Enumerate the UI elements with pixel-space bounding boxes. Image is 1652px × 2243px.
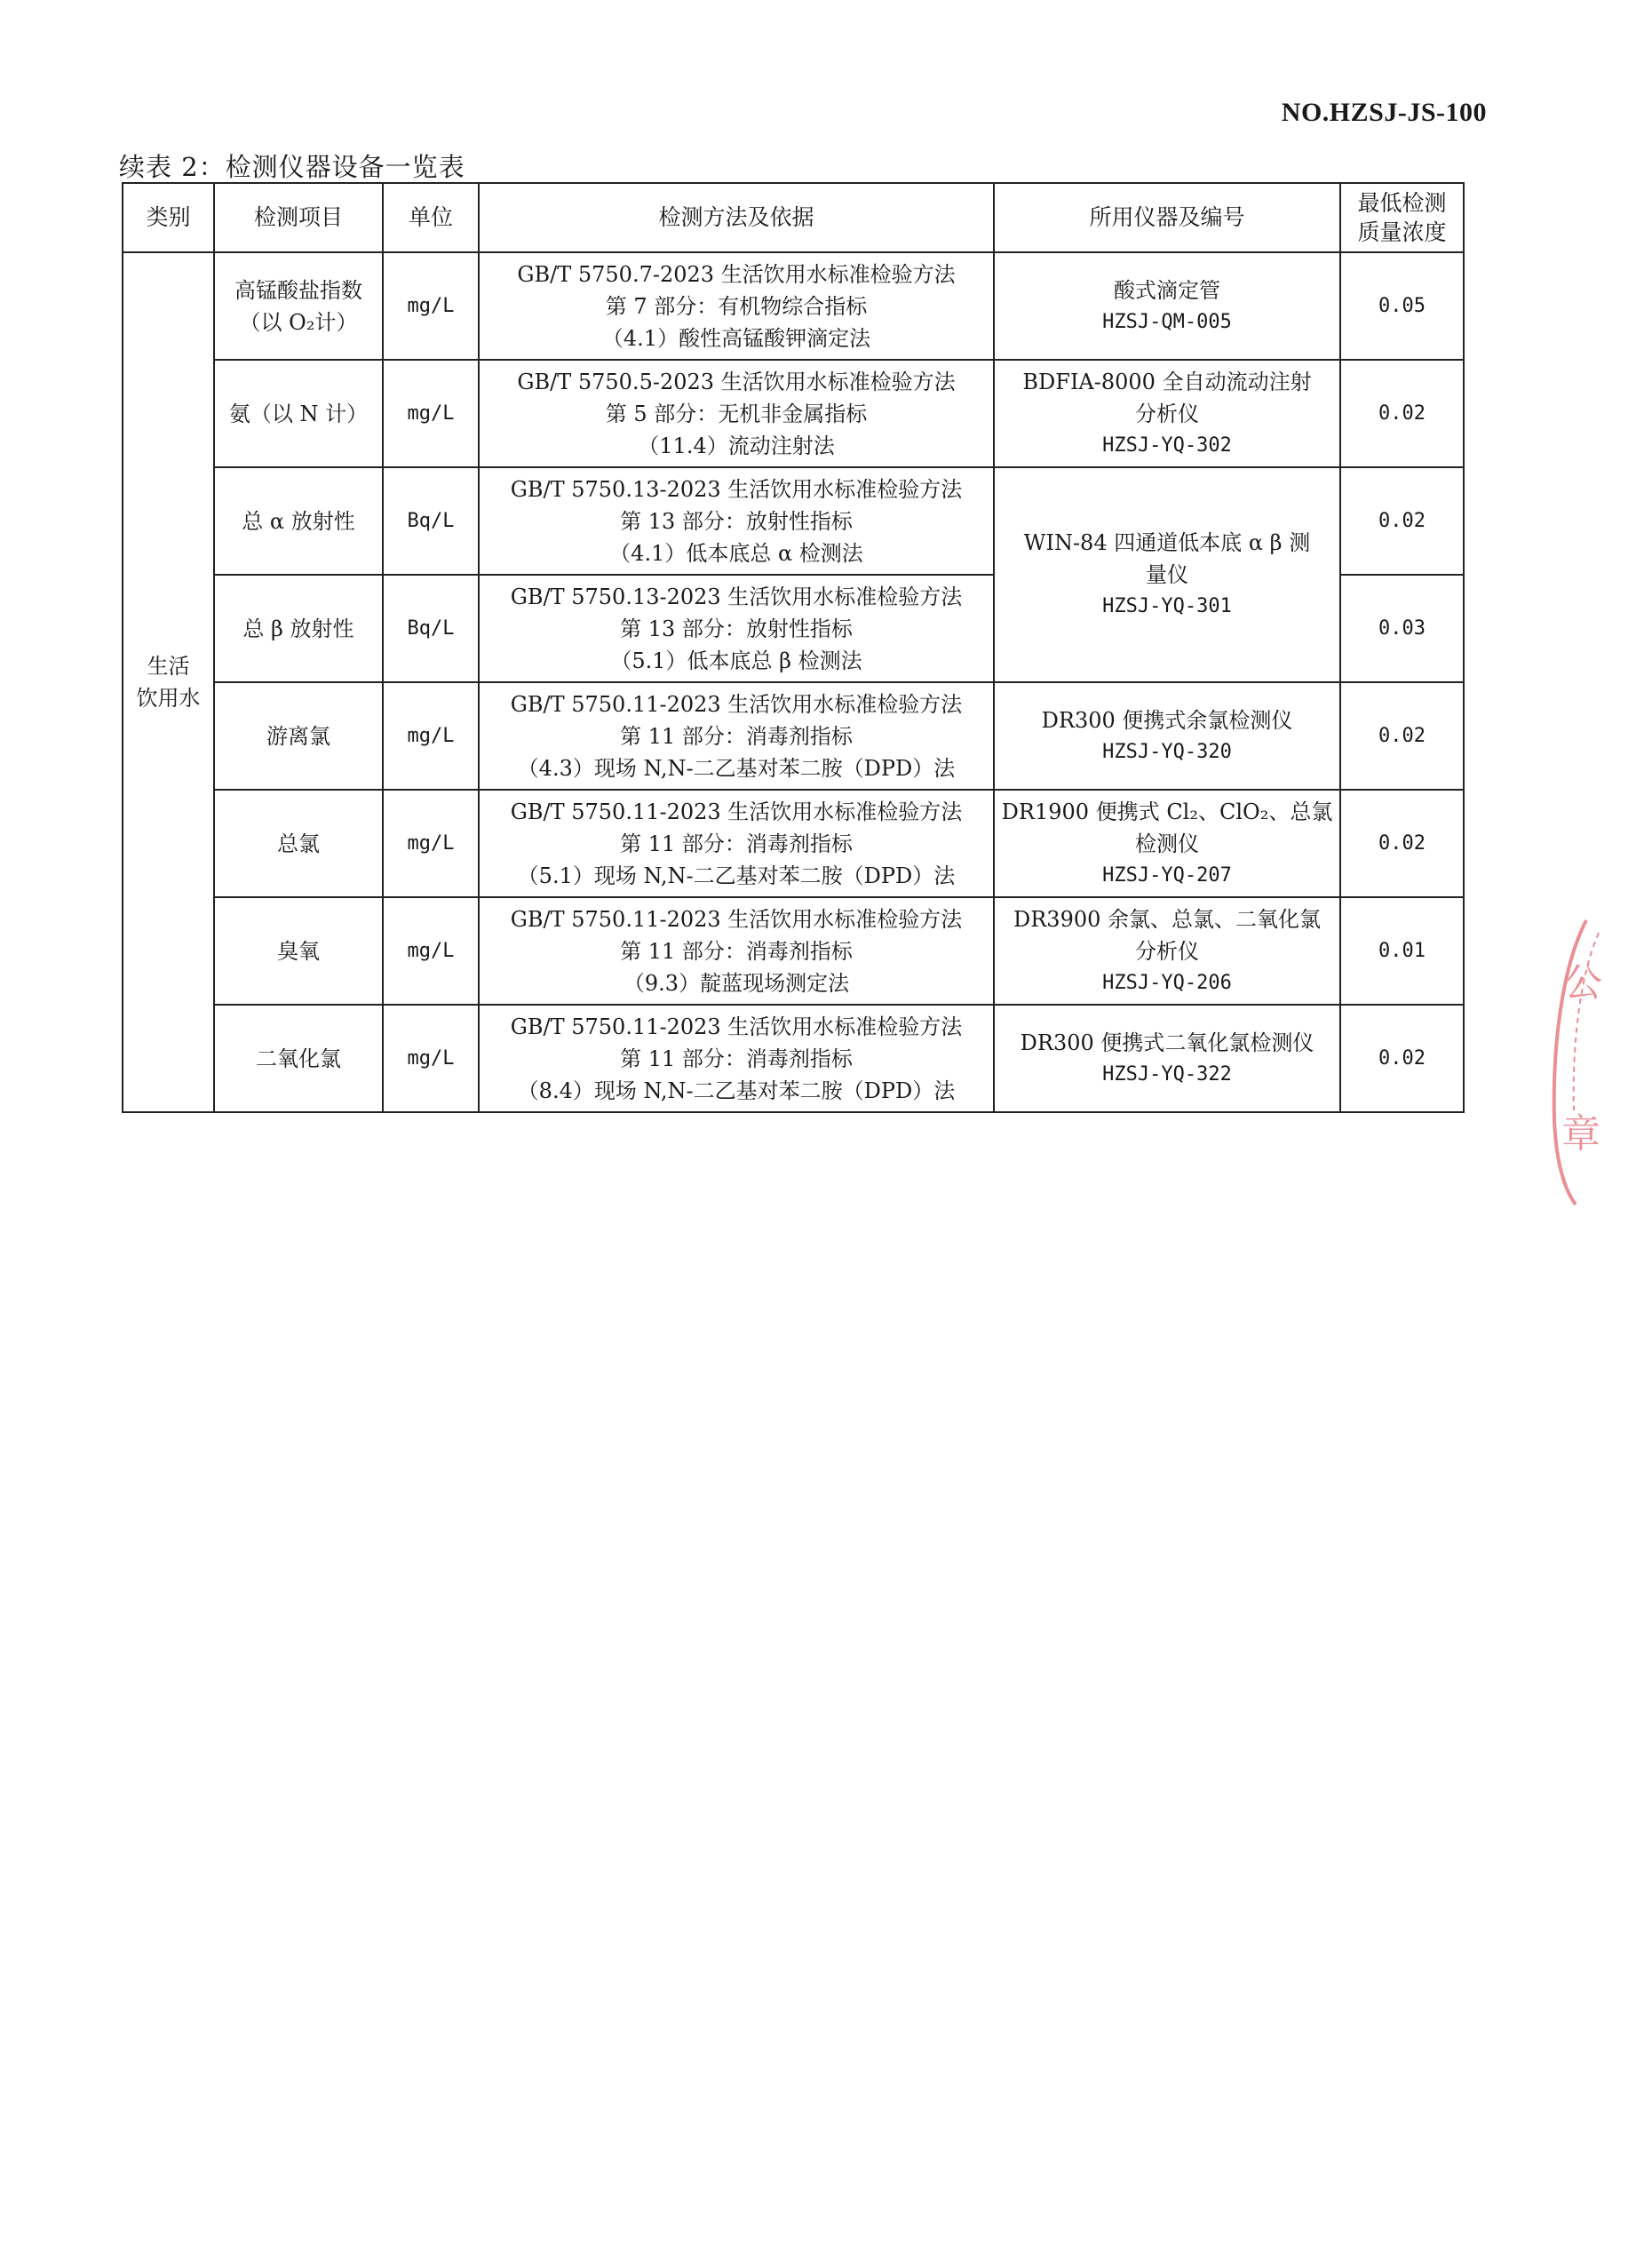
header-unit: 单位 [383, 183, 479, 252]
instrument-id: HZSJ-YQ-206 [1102, 971, 1232, 994]
instrument-id: HZSJ-YQ-301 [1102, 595, 1232, 617]
item-cell: 氨（以 N 计） [214, 360, 383, 467]
header-limit-line2: 质量浓度 [1357, 219, 1447, 245]
table-row [123, 467, 1464, 575]
header-instrument: 所用仪器及编号 [994, 183, 1340, 252]
method-clause: （4.1）低本底总 α 检测法 [609, 540, 863, 566]
method-part: 第 11 部分：消毒剂指标 [620, 1046, 853, 1071]
instrument-name: BDFIA-8000 全自动流动注射 [1022, 369, 1312, 394]
method-part: 第 5 部分：无机非金属指标 [605, 401, 868, 426]
instrument-cell [994, 467, 1340, 682]
instrument-name: DR300 便携式余氯检测仪 [1041, 707, 1293, 733]
method-cell [479, 897, 994, 1005]
unit-cell: mg/L [383, 252, 479, 360]
instrument-name-cont: 量仪 [1146, 562, 1188, 587]
header-category: 类别 [123, 183, 214, 252]
method-clause: （5.1）低本底总 β 检测法 [610, 648, 862, 673]
instrument-cell [994, 1005, 1340, 1112]
method-standard: GB/T 5750.11-2023 生活饮用水标准检验方法 [510, 906, 963, 932]
unit-cell: mg/L [383, 897, 479, 1005]
instrument-name: WIN-84 四通道低本底 α β 测 [1023, 530, 1311, 555]
official-seal-stamp [1545, 915, 1652, 1208]
item-cell: 臭氧 [214, 897, 383, 1005]
instrument-cell [994, 790, 1340, 897]
method-standard: GB/T 5750.11-2023 生活饮用水标准检验方法 [510, 691, 963, 717]
header-method: 检测方法及依据 [479, 183, 994, 252]
table-row [123, 682, 1464, 790]
limit-cell: 0.03 [1340, 575, 1464, 682]
table-caption: 续表 2：检测仪器设备一览表 [119, 152, 465, 182]
instrument-name: DR1900 便携式 Cl₂、ClO₂、总氯 [1001, 799, 1333, 824]
method-clause: （4.3）现场 N,N-二乙基对苯二胺（DPD）法 [517, 755, 956, 781]
table-row [123, 360, 1464, 467]
limit-cell: 0.02 [1340, 467, 1464, 575]
limit-cell: 0.02 [1340, 790, 1464, 897]
category-line1: 生活 [147, 654, 190, 679]
unit-cell: mg/L [383, 682, 479, 790]
method-part: 第 11 部分：消毒剂指标 [620, 831, 853, 856]
category-cell [123, 252, 214, 1112]
item-line2: （以 O₂计） [239, 309, 358, 335]
method-clause: （9.3）靛蓝现场测定法 [623, 970, 850, 996]
instrument-name-cont: 分析仪 [1135, 938, 1199, 964]
limit-cell: 0.05 [1340, 252, 1464, 360]
method-standard: GB/T 5750.5-2023 生活饮用水标准检验方法 [517, 369, 956, 394]
header-item: 检测项目 [214, 183, 383, 252]
limit-cell: 0.02 [1340, 1005, 1464, 1112]
unit-cell: Bq/L [383, 575, 479, 682]
table-row [123, 1005, 1464, 1112]
item-cell [214, 252, 383, 360]
instrument-name: DR300 便携式二氧化氯检测仪 [1020, 1030, 1314, 1055]
method-standard: GB/T 5750.7-2023 生活饮用水标准检验方法 [517, 261, 956, 287]
limit-cell: 0.02 [1340, 682, 1464, 790]
instrument-cell [994, 360, 1340, 467]
method-clause: （5.1）现场 N,N-二乙基对苯二胺（DPD）法 [517, 863, 956, 888]
method-standard: GB/T 5750.13-2023 生活饮用水标准检验方法 [510, 476, 963, 502]
document-number: NO.HZSJ-JS-100 [1281, 98, 1487, 127]
instrument-id: HZSJ-YQ-207 [1102, 863, 1232, 887]
item-cell: 总 α 放射性 [214, 467, 383, 575]
method-cell [479, 575, 994, 682]
item-cell: 总 β 放射性 [214, 575, 383, 682]
method-part: 第 13 部分：放射性指标 [620, 616, 853, 641]
instrument-id: HZSJ-QM-005 [1102, 310, 1232, 333]
table-row [123, 897, 1464, 1005]
method-cell [479, 682, 994, 790]
instrument-id: HZSJ-YQ-302 [1102, 433, 1232, 457]
limit-cell: 0.01 [1340, 897, 1464, 1005]
item-line1: 高锰酸盐指数 [234, 277, 362, 303]
method-cell [479, 360, 994, 467]
method-clause: （11.4）流动注射法 [638, 433, 835, 458]
method-standard: GB/T 5750.11-2023 生活饮用水标准检验方法 [510, 1014, 963, 1039]
category-line2: 饮用水 [136, 686, 201, 711]
instrument-cell [994, 682, 1340, 790]
method-clause: （4.1）酸性高锰酸钾滴定法 [601, 325, 871, 351]
method-standard: GB/T 5750.11-2023 生活饮用水标准检验方法 [510, 799, 963, 824]
method-part: 第 7 部分：有机物综合指标 [605, 293, 868, 319]
instrument-name: DR3900 余氯、总氯、二氧化氯 [1013, 906, 1322, 932]
method-part: 第 13 部分：放射性指标 [620, 508, 853, 534]
instrument-name-cont: 检测仪 [1135, 831, 1199, 856]
method-part: 第 11 部分：消毒剂指标 [620, 938, 853, 964]
method-cell [479, 1005, 994, 1112]
seal-char: 公 [1563, 960, 1602, 1006]
instrument-name: 酸式滴定管 [1114, 277, 1220, 303]
instrument-id: HZSJ-YQ-320 [1102, 740, 1232, 763]
instrument-id: HZSJ-YQ-322 [1102, 1062, 1232, 1086]
method-cell [479, 467, 994, 575]
header-limit-line1: 最低检测 [1357, 190, 1447, 216]
header-detection-limit [1340, 183, 1464, 252]
instrument-cell [994, 252, 1340, 360]
unit-cell: mg/L [383, 790, 479, 897]
limit-cell: 0.02 [1340, 360, 1464, 467]
item-cell: 总氯 [214, 790, 383, 897]
method-standard: GB/T 5750.13-2023 生活饮用水标准检验方法 [510, 584, 963, 609]
equipment-table [122, 182, 1465, 1113]
seal-char: 章 [1561, 1111, 1600, 1157]
item-cell: 游离氯 [214, 682, 383, 790]
table-header-row [123, 183, 1464, 252]
item-cell: 二氧化氯 [214, 1005, 383, 1112]
instrument-cell [994, 897, 1340, 1005]
method-cell [479, 252, 994, 360]
method-cell [479, 790, 994, 897]
method-clause: （8.4）现场 N,N-二乙基对苯二胺（DPD）法 [517, 1078, 956, 1103]
table-row [123, 252, 1464, 360]
unit-cell: mg/L [383, 1005, 479, 1112]
instrument-name-cont: 分析仪 [1135, 401, 1199, 426]
method-part: 第 11 部分：消毒剂指标 [620, 723, 853, 749]
table-row [123, 790, 1464, 897]
unit-cell: Bq/L [383, 467, 479, 575]
unit-cell: mg/L [383, 360, 479, 467]
